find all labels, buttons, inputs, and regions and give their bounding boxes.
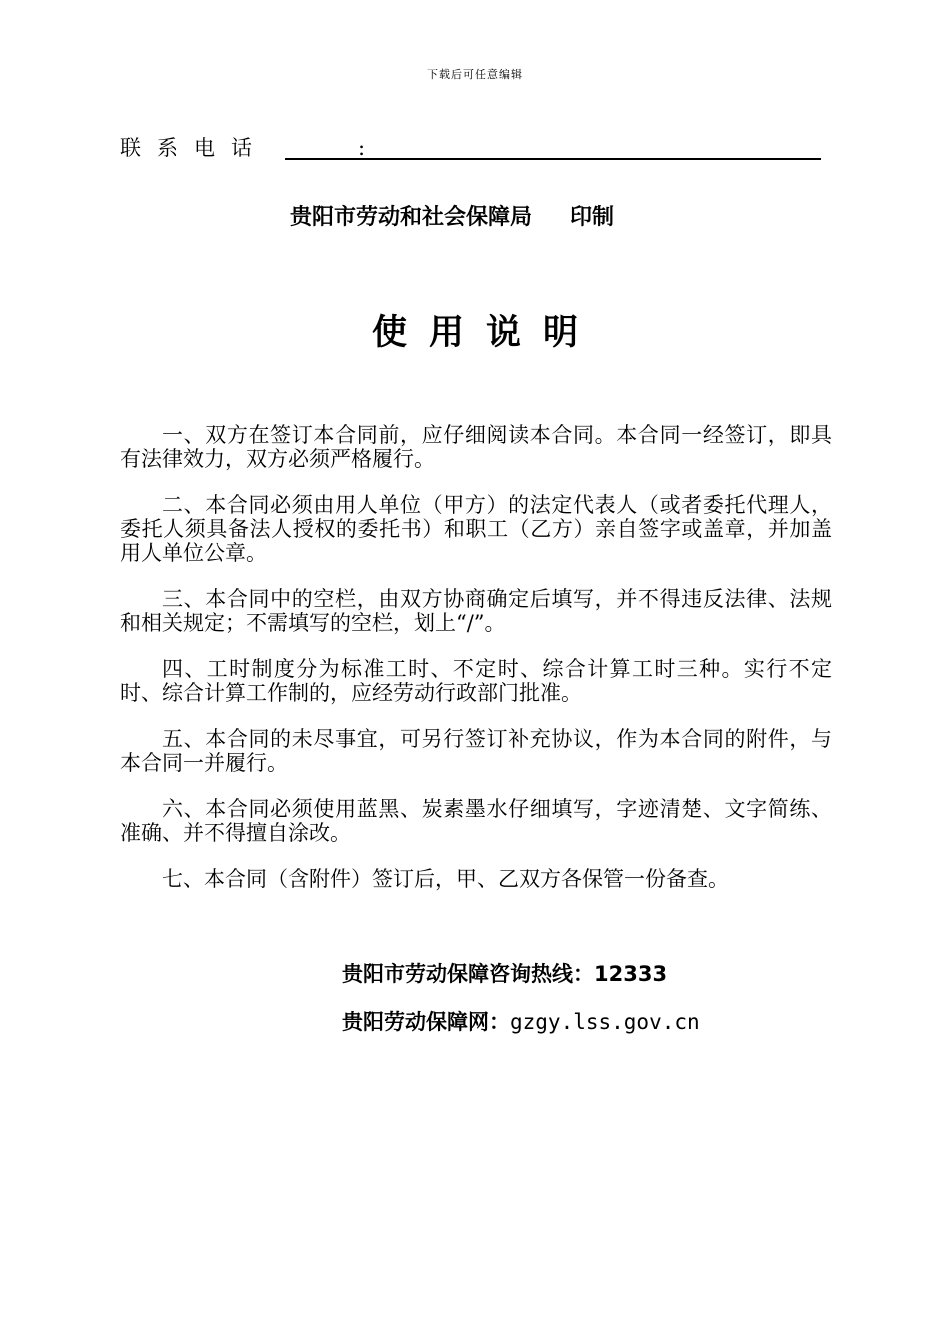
instructions-list [120,423,832,913]
website-url: gzgy.lss.gov.cn [510,1010,700,1034]
page-title: 使用说明 [371,312,600,353]
instruction-item: 七、本合同（含附件）签订后，甲、乙双方各保管一份备查。 [162,867,729,891]
contact-phone-row [120,134,820,164]
website-line [342,1008,700,1036]
hotline-line [342,960,667,988]
contact-phone-label: 联系电话 [120,136,268,160]
instruction-item: 三、本合同中的空栏，由双方协商确定后填写，并不得违反法律、法规和相关规定；不需填写的空栏，划上“/”。 [120,587,832,635]
issuer-line [290,203,614,233]
header-note: 下载后可任意编辑 [427,68,523,81]
instruction-item: 六、本合同必须使用蓝黑、炭素墨水仔细填写，字迹清楚、文字简练、准确、并不得擅自涂改。 [120,797,832,845]
instruction-item: 二、本合同必须由用人单位（甲方）的法定代表人（或者委托代理人，委托人须具备法人授权的委托书）和职工（乙方）亲自签字或盖章，并加盖用人单位公章。 [120,493,832,565]
hotline-label: 贵阳市劳动保障咨询热线： [342,962,594,986]
issuer-org: 贵阳市劳动和社会保障局 [290,205,533,230]
instruction-item: 一、双方在签订本合同前，应仔细阅读本合同。本合同一经签订，即具有法律效力，双方必须严格履行。 [120,423,832,471]
issuer-action: 印制 [570,205,615,230]
instruction-item: 四、工时制度分为标准工时、不定时、综合计算工时三种。实行不定时、综合计算工作制的，应经劳动行政部门批准。 [120,657,832,705]
instruction-item: 五、本合同的未尽事宜，可另行签订补充协议，作为本合同的附件，与本合同一并履行。 [120,727,832,775]
contact-phone-colon: : [358,136,366,160]
hotline-number: 12333 [594,962,668,986]
website-label: 贵阳劳动保障网： [342,1010,510,1034]
contact-phone-blank-line [285,158,821,160]
